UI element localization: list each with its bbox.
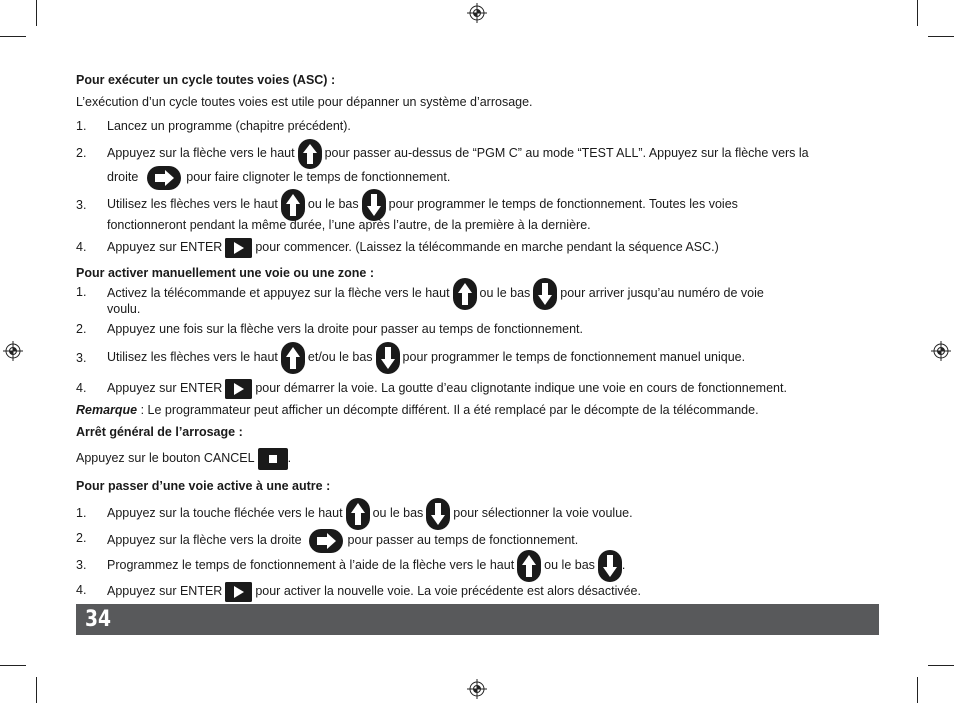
registration-mark-icon [467,679,487,699]
list-item: 2. Appuyez sur la flèche vers la droite pour passer au temps de fonctionnement. [76,527,876,553]
enter-icon [225,582,252,602]
list-item: 3. Programmez le temps de fonctionnement à l’aide de la flèche vers le haut ou le bas . [76,548,876,582]
crop-mark [0,665,26,666]
up-arrow-icon [346,498,370,530]
remark: Remarque : Le programmateur peut afficher un décompte différent. Il a été remplacé par le décompte de la télécommande. [76,403,759,417]
crop-mark [36,0,37,26]
stop-instruction: Appuyez sur le bouton CANCEL . [76,445,876,471]
down-arrow-icon [426,498,450,530]
crop-mark [917,0,918,26]
list-item: 3. Utilisez les flèches vers le haut et/ou le bas pour programmer le temps de fonctionnement manuel unique. [76,340,876,374]
list-item: 1. Appuyez sur la touche fléchée vers le haut ou le bas pour sélectionner la voie voulue. [76,496,876,530]
list-item-cont: droite pour faire clignoter le temps de fonctionnement. [76,163,876,191]
crop-mark [928,36,954,37]
list-item: 4. Appuyez sur ENTER pour démarrer la voie. La goutte d’eau clignotante indique une voie en cours de fonctionnement. [76,376,876,400]
up-arrow-icon [517,550,541,582]
list-item: 4. Appuyez sur ENTER pour commencer. (Laissez la télécommande en marche pendant la séquence ASC.) [76,236,876,258]
list-item: 1. Activez la télécommande et appuyez sur la flèche vers le haut ou le bas pour arriver jusqu’au numéro de voie [76,276,876,310]
registration-mark-icon [931,341,951,361]
down-arrow-icon [362,189,386,221]
up-arrow-icon [281,342,305,374]
down-arrow-icon [533,278,557,310]
cancel-icon [258,448,288,470]
list-item: 2. Appuyez sur la flèche vers le haut pour passer au-dessus de “PGM C” au mode “TEST ALL”. Appuyez sur la flèche vers la [76,136,876,166]
heading-manual: Pour activer manuellement une voie ou une zone : [76,266,374,280]
crop-mark [36,677,37,703]
enter-icon [225,379,252,399]
heading-stop: Arrêt général de l’arrosage : [76,425,243,439]
list-item: 4. Appuyez sur ENTER pour activer la nouvelle voie. La voie précédente est alors désactivée. [76,579,876,603]
up-arrow-icon [281,189,305,221]
intro-asc: L’exécution d’un cycle toutes voies est utile pour dépanner un système d’arrosage. [76,95,533,109]
down-arrow-icon [376,342,400,374]
crop-mark [917,677,918,703]
registration-mark-icon [467,3,487,23]
registration-mark-icon [3,341,23,361]
crop-mark [0,36,26,37]
list-item: 3. Utilisez les flèches vers le haut ou le bas pour programmer le temps de fonctionnement. Toutes les voies [76,187,876,221]
heading-asc: Pour exécuter un cycle toutes voies (ASC) : [76,73,336,87]
up-arrow-icon [453,278,477,310]
page-number: 34 [85,607,112,632]
heading-switch: Pour passer d’une voie active à une autre : [76,479,331,493]
enter-icon [225,238,252,258]
page-footer-bar [76,604,879,635]
crop-mark [928,665,954,666]
down-arrow-icon [598,550,622,582]
